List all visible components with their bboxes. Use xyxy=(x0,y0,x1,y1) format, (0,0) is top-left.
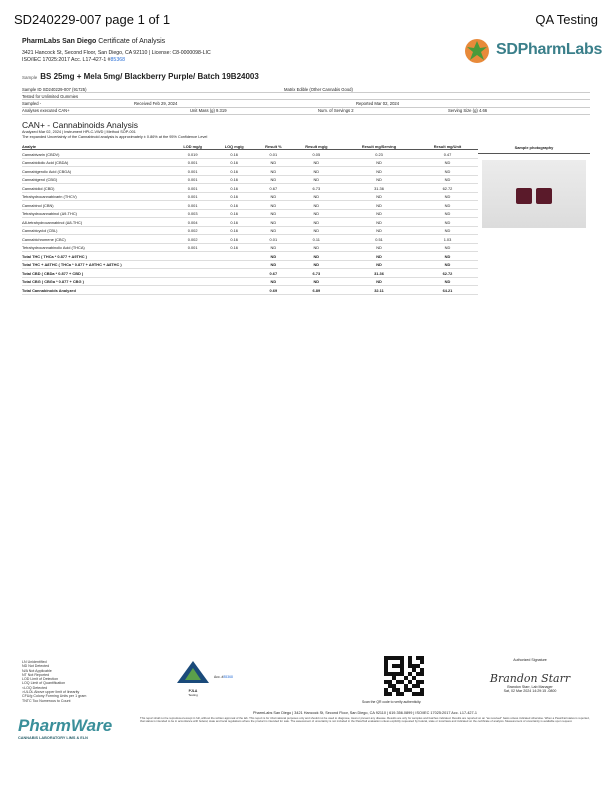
lab-iso: ISO/IEC 17025:2017 Acc. L17-427-1 # xyxy=(22,57,111,63)
photo-header: Sample photography xyxy=(478,144,590,154)
legend-item: ND Not Detected xyxy=(22,664,50,669)
unit-mass: Unit Mass (g) 9.319 xyxy=(190,108,227,114)
table-row xyxy=(22,235,478,244)
result-cell xyxy=(172,269,213,278)
results-column-header: LOD mg/g xyxy=(172,144,213,150)
result-cell: 0.16 xyxy=(213,167,255,176)
result-cell: ND xyxy=(341,158,417,167)
result-cell: 31.36 xyxy=(341,184,417,193)
legend-item: <LOQ Detected xyxy=(22,685,48,690)
result-cell: 31.36 xyxy=(341,269,417,278)
result-cell: 0.47 xyxy=(417,150,478,159)
table-row xyxy=(22,252,478,261)
sample-label: Sample xyxy=(22,75,38,80)
result-cell: ND xyxy=(255,158,292,167)
table-row xyxy=(22,167,478,176)
analyte-name: Tetrahydrocannabinol (Δ9-THC) xyxy=(22,209,172,218)
result-cell: ND xyxy=(417,243,478,252)
legend-item: NT Not Reported xyxy=(22,672,50,677)
result-cell: ND xyxy=(417,277,478,286)
pjla-triangle-icon xyxy=(176,660,210,684)
result-cell: 0.01 xyxy=(255,235,292,244)
lab-name: PharmLabs San Diego xyxy=(22,38,97,45)
sampled: Sampled - xyxy=(22,101,42,107)
result-cell: ND xyxy=(255,277,292,286)
result-cell: ND xyxy=(255,226,292,235)
result-cell: 0.001 xyxy=(172,201,213,210)
num-servings: Num. of Servings 2 xyxy=(318,108,354,114)
analysis-subtitle xyxy=(22,130,207,140)
result-cell: 0.16 xyxy=(213,184,255,193)
result-cell: 0.16 xyxy=(213,201,255,210)
result-cell: ND xyxy=(292,192,341,201)
doc-type: Certificate of Analysis xyxy=(98,38,166,45)
signature-label: Authorized Signature xyxy=(513,658,547,662)
result-cell: ND xyxy=(292,209,341,218)
result-cell: 0.16 xyxy=(213,209,255,218)
footer-logo-subtitle: CANNABIS LABORATORY LIMS & ELN xyxy=(18,736,88,740)
result-cell xyxy=(172,252,213,261)
analyte-name: Cannabichromene (CBC) xyxy=(22,235,172,244)
result-cell: ND xyxy=(417,175,478,184)
result-cell: ND xyxy=(341,277,417,286)
matrix: Matrix Edible (Other Cannabis Good) xyxy=(284,86,353,92)
results-column-header: Analyte xyxy=(22,144,172,150)
result-cell: ND xyxy=(255,260,292,269)
result-cell xyxy=(213,252,255,261)
sample-info-table xyxy=(22,86,590,115)
result-cell: ND xyxy=(417,218,478,227)
table-row xyxy=(22,158,478,167)
analyte-name: Cannabidiol (CBD) xyxy=(22,184,172,193)
result-cell: 0.16 xyxy=(213,192,255,201)
pharmware-logo xyxy=(18,716,114,740)
sample-photography-column xyxy=(478,144,590,294)
result-cell: 0.001 xyxy=(172,184,213,193)
document-id: SD240229-007 page 1 of 1 xyxy=(14,12,171,27)
result-cell: 0.001 xyxy=(172,167,213,176)
analyte-name: Total THC ( THCa * 0.877 + Δ9THC ) xyxy=(22,252,172,261)
result-cell: ND xyxy=(292,260,341,269)
table-row xyxy=(22,184,478,193)
received: Received Feb 29, 2024 xyxy=(134,101,178,107)
result-cell: ND xyxy=(292,226,341,235)
result-cell: 0.003 xyxy=(172,209,213,218)
result-cell: ND xyxy=(341,175,417,184)
result-cell: ND xyxy=(341,252,417,261)
result-cell: ND xyxy=(255,192,292,201)
result-cell: 0.001 xyxy=(172,175,213,184)
pjla-badge xyxy=(176,660,210,697)
table-row xyxy=(22,286,478,295)
result-cell: ND xyxy=(292,243,341,252)
result-cell: ND xyxy=(341,167,417,176)
reported: Reported Mar 02, 2024 xyxy=(356,101,400,107)
result-cell: 0.69 xyxy=(255,286,292,295)
table-row xyxy=(22,192,478,201)
table-row xyxy=(22,209,478,218)
results-column-header: Result mg/Unit xyxy=(417,144,478,150)
result-cell: ND xyxy=(417,167,478,176)
logo-text: SDPharmLabs xyxy=(496,41,603,58)
result-cell: ND xyxy=(255,243,292,252)
table-row xyxy=(22,175,478,184)
analyte-name: Total Cannabinoids Analyzed xyxy=(22,286,172,295)
results-column-header: Result % xyxy=(255,144,292,150)
result-cell: 0.16 xyxy=(213,243,255,252)
result-cell: ND xyxy=(292,167,341,176)
result-cell: 0.002 xyxy=(172,235,213,244)
table-row xyxy=(22,243,478,252)
result-cell: ND xyxy=(417,201,478,210)
result-cell: ND xyxy=(341,218,417,227)
result-cell: 0.001 xyxy=(172,243,213,252)
result-cell: ND xyxy=(292,201,341,210)
result-cell: 0.05 xyxy=(292,150,341,159)
result-cell: ND xyxy=(417,158,478,167)
result-cell: ND xyxy=(341,192,417,201)
results-table xyxy=(22,144,478,295)
result-cell: ND xyxy=(255,175,292,184)
result-cell xyxy=(172,277,213,286)
result-cell: 0.67 xyxy=(255,184,292,193)
legend-item: >ULOL Above upper limit of linearity xyxy=(22,690,80,695)
analyte-name: Cannabivarin (CBDV) xyxy=(22,150,172,159)
result-cell: 0.51 xyxy=(341,235,417,244)
result-cell: ND xyxy=(292,175,341,184)
analyte-name: Δ8-tetrahydrocannabinol (Δ8-THC) xyxy=(22,218,172,227)
result-cell xyxy=(172,260,213,269)
result-cell: 0.16 xyxy=(213,158,255,167)
lab-address-block xyxy=(22,50,211,64)
legend-item: TNTC Too Numerous to Count xyxy=(22,698,71,703)
result-cell: ND xyxy=(255,252,292,261)
analyte-name: Total THC + Δ8THC ( THCa * 0.877 + Δ9THC + Δ8THC ) xyxy=(22,260,172,269)
legend-item: LOD Limit of Detection xyxy=(22,677,59,682)
result-cell xyxy=(213,286,255,295)
legend-item: LN Unidentified xyxy=(22,660,47,664)
analysis-title: CAN+ - Cannabinoids Analysis xyxy=(22,120,138,130)
legend-item: LOQ Limit of Quantification xyxy=(22,681,66,686)
result-cell: ND xyxy=(255,201,292,210)
pjla-testing: Testing xyxy=(188,693,198,697)
result-cell xyxy=(172,286,213,295)
analyses: Analyses executed CAN+ xyxy=(22,108,70,114)
footer-disclaimer: This report shall not be reproduced except in full, without the written approval of the lab. This report is for informational purposes only and should not be used to diagnose, treat or prevent any disease. Results are only for samples and batches indicated. Results are reported on an "as received" basis unless indicated otherwise. When a Pass/Fail status is reported, that status is intended to be in accordance with federal, state and local regulations where the product is intended for sale. The assessment of uncertainty is not included in the Pass/Fail evaluation unless explicitly requested by federal, state or local laws and indicated on the certificate of analysis. Measurement of uncertainty is available upon request. xyxy=(140,716,590,724)
signature-title: Brandon Starr, Lab Manager xyxy=(507,685,553,689)
result-cell: 0.001 xyxy=(172,158,213,167)
analyte-name: Cannabigerol (CBG) xyxy=(22,175,172,184)
result-cell: ND xyxy=(341,243,417,252)
analyte-name: Total CBD ( CBDa * 0.877 + CBD ) xyxy=(22,269,172,278)
result-cell: 0.16 xyxy=(213,218,255,227)
tested-for: Tested for Unlimited Gummies xyxy=(22,93,79,99)
result-cell xyxy=(213,260,255,269)
qr-code[interactable] xyxy=(384,656,424,696)
result-cell: ND xyxy=(255,218,292,227)
analysis-line-1: Analyzed Mar 02, 2024 | Instrument HPLC-VWD | Method SOP-001 xyxy=(22,130,136,134)
analyte-name: Cannabidiolic Acid (CBDA) xyxy=(22,158,172,167)
result-cell: 6.73 xyxy=(292,184,341,193)
result-cell: ND xyxy=(341,260,417,269)
table-row xyxy=(22,150,478,159)
sample-title: BS 25mg + Mela 5mg/ Blackberry Purple/ Batch 19B24003 xyxy=(40,72,259,81)
qr-caption: Scan the QR code to verify authenticity. xyxy=(362,700,422,704)
result-cell: 6.89 xyxy=(292,286,341,295)
analyte-name: Cannabicyclol (CBL) xyxy=(22,226,172,235)
result-cell: ND xyxy=(255,209,292,218)
result-cell: 32.11 xyxy=(341,286,417,295)
signature-block xyxy=(470,658,590,693)
pjla-text: PJLA xyxy=(188,689,198,693)
result-cell: 0.01 xyxy=(255,150,292,159)
analyte-name: Cannabigerolic Acid (CBGA) xyxy=(22,167,172,176)
result-cell: 64.21 xyxy=(417,286,478,295)
accreditation-number xyxy=(214,675,233,679)
table-row xyxy=(22,226,478,235)
results-column-header: Result mg/Serving xyxy=(341,144,417,150)
result-cell: ND xyxy=(417,260,478,269)
sample-photo xyxy=(482,160,586,228)
table-row xyxy=(22,260,478,269)
result-cell: 0.001 xyxy=(172,192,213,201)
result-cell xyxy=(213,269,255,278)
result-cell: ND xyxy=(341,226,417,235)
result-cell: ND xyxy=(255,167,292,176)
table-row xyxy=(22,201,478,210)
result-cell: 0.16 xyxy=(213,175,255,184)
sdpharmlabs-logo xyxy=(462,36,603,66)
serving-size: Serving Size (g) 4.66 xyxy=(448,108,488,114)
sample-id: Sample ID SD240229-007 (91725) xyxy=(22,86,87,92)
results-column-header: LOQ mg/g xyxy=(213,144,255,150)
table-row xyxy=(22,277,478,286)
sample-title-line xyxy=(22,72,259,81)
result-cell: 0.16 xyxy=(213,235,255,244)
analyte-name: Tetrahydrocannabinolic Acid (THCA) xyxy=(22,243,172,252)
leaf-logo-icon xyxy=(462,36,492,66)
result-cell: ND xyxy=(341,201,417,210)
signature-date: Sat, 02 Mar 2024 14:29:15 -0800 xyxy=(503,689,557,693)
result-cell: ND xyxy=(417,252,478,261)
gummy-shape xyxy=(516,188,532,204)
result-cell: ND xyxy=(417,192,478,201)
result-cell: 62.72 xyxy=(417,184,478,193)
result-cell: 0.002 xyxy=(172,226,213,235)
iso-link[interactable]: 85368 xyxy=(110,57,125,63)
result-cell: 0.11 xyxy=(292,235,341,244)
result-cell: 0.16 xyxy=(213,150,255,159)
signature-name: Brandon Starr xyxy=(489,672,571,685)
gummy-shape xyxy=(536,188,552,204)
result-cell: ND xyxy=(292,252,341,261)
qa-testing-label: QA Testing xyxy=(535,12,598,27)
table-row xyxy=(22,269,478,278)
analyte-name: Total CBG ( CBGa * 0.877 + CBG ) xyxy=(22,277,172,286)
acc-link[interactable]: 85368 xyxy=(223,675,233,679)
result-cell: ND xyxy=(292,218,341,227)
acc-label: Acc. # xyxy=(214,675,224,679)
result-cell xyxy=(213,277,255,286)
qr-code-icon xyxy=(384,656,424,696)
result-cell: ND xyxy=(341,209,417,218)
result-cell: ND xyxy=(292,158,341,167)
lab-name-line xyxy=(22,38,165,45)
result-cell: 0.004 xyxy=(172,218,213,227)
result-cell: 0.16 xyxy=(213,226,255,235)
legend-item: N/A Not Applicable xyxy=(22,668,52,673)
result-cell: 1.03 xyxy=(417,235,478,244)
analyte-name: Tetrahydrocannabivarin (THCV) xyxy=(22,192,172,201)
legend-item: CFU/g Colony Forming Units per 1 gram xyxy=(22,694,87,699)
result-cell: ND xyxy=(417,226,478,235)
result-cell: ND xyxy=(292,277,341,286)
result-cell: 0.67 xyxy=(255,269,292,278)
table-row xyxy=(22,218,478,227)
legend xyxy=(22,660,86,703)
results-column-header: Result mg/g xyxy=(292,144,341,150)
footer-address: PharmLabs San Diego | 3421 Hancock St, Second Floor, San Diego, CA 92110 | 619.356.0899 | ISO/IEC 17025:2017 Acc. L17-427-1 xyxy=(252,711,478,715)
analyte-name: Cannabinol (CBN) xyxy=(22,201,172,210)
analysis-line-2: The expanded Uncertainty of the Cannabinoid analysis is approximately ± 0.86% at the 95% Confidence Level xyxy=(22,135,208,139)
result-cell: 62.72 xyxy=(417,269,478,278)
result-cell: 0.23 xyxy=(341,150,417,159)
lab-address: 3421 Hancock St, Second Floor, San Diego, CA 92110 | License: C8-0000098-LIC xyxy=(22,50,211,56)
result-cell: 0.019 xyxy=(172,150,213,159)
result-cell: ND xyxy=(417,209,478,218)
footer-logo-text: PharmWare xyxy=(18,716,113,735)
result-cell: 6.73 xyxy=(292,269,341,278)
